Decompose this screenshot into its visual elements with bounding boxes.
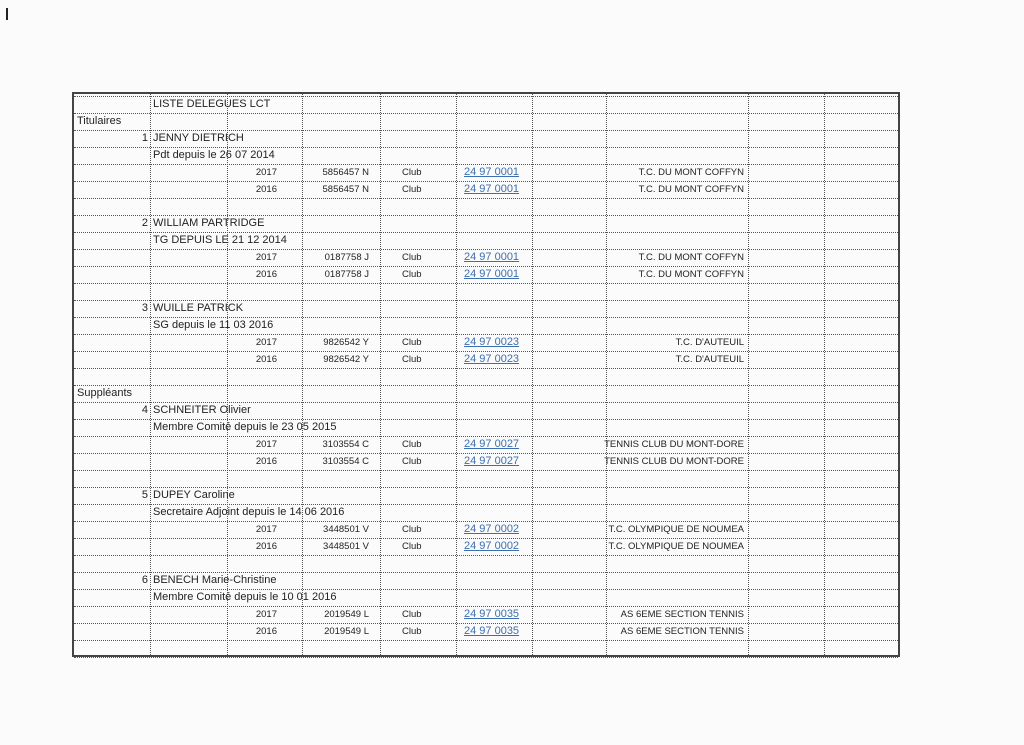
- entry-year: 2016: [255, 541, 277, 552]
- entry-type: Club: [402, 167, 422, 178]
- delegate-number: 2: [141, 217, 148, 229]
- entry-year: 2017: [255, 524, 277, 535]
- entry-club-name: TENNIS CLUB DU MONT-DORE: [604, 439, 744, 450]
- spreadsheet-page: [72, 92, 900, 657]
- grid-column-line: [824, 94, 825, 655]
- entry-license: 9826542 Y: [323, 337, 369, 348]
- delegate-name: WILLIAM PARTRIDGE: [153, 217, 265, 229]
- entry-club-name: TENNIS CLUB DU MONT-DORE: [604, 456, 744, 467]
- delegate-number: 3: [141, 302, 148, 314]
- entry-club-code-link[interactable]: 24 97 0001: [464, 166, 520, 178]
- entry-type: Club: [402, 524, 422, 535]
- entry-club-code-link[interactable]: 24 97 0027: [464, 455, 520, 467]
- entry-club-code-link[interactable]: 24 97 0027: [464, 438, 520, 450]
- entry-year: 2016: [255, 456, 277, 467]
- grid-column-line: [456, 94, 457, 655]
- delegate-name: SCHNEITER Olivier: [153, 404, 251, 416]
- entry-year: 2017: [255, 337, 277, 348]
- entry-license: 3448501 V: [323, 524, 369, 535]
- sheet-title: LISTE DELEGUES LCT: [153, 98, 271, 110]
- entry-club-name: T.C. DU MONT COFFYN: [638, 269, 744, 280]
- grid-column-line: [380, 94, 381, 655]
- entry-type: Club: [402, 541, 422, 552]
- delegate-number: 4: [141, 404, 148, 416]
- entry-year: 2017: [255, 167, 277, 178]
- entry-license: 3103554 C: [322, 456, 369, 467]
- entry-license: 9826542 Y: [323, 354, 369, 365]
- entry-club-name: AS 6EME SECTION TENNIS: [620, 626, 744, 637]
- grid-row-line: [74, 640, 898, 641]
- entry-club-code-link[interactable]: 24 97 0001: [464, 183, 520, 195]
- entry-year: 2017: [255, 252, 277, 263]
- entry-year: 2016: [255, 269, 277, 280]
- entry-type: Club: [402, 184, 422, 195]
- entry-year: 2017: [255, 609, 277, 620]
- section-label-titulaires: Titulaires: [77, 115, 122, 127]
- entry-type: Club: [402, 456, 422, 467]
- grid-row-line: [74, 385, 898, 386]
- grid-row-line: [74, 283, 898, 284]
- entry-club-code-link[interactable]: 24 97 0002: [464, 540, 520, 552]
- delegate-name: JENNY DIETRICH: [153, 132, 244, 144]
- entry-club-name: AS 6EME SECTION TENNIS: [620, 609, 744, 620]
- entry-type: Club: [402, 609, 422, 620]
- section-label-suppleants: Suppléants: [77, 387, 133, 399]
- entry-club-code-link[interactable]: 24 97 0001: [464, 268, 520, 280]
- entry-club-code-link[interactable]: 24 97 0001: [464, 251, 520, 263]
- delegate-number: 1: [141, 132, 148, 144]
- entry-type: Club: [402, 252, 422, 263]
- grid-row-line: [74, 113, 898, 114]
- entry-license: 0187758 J: [324, 252, 369, 263]
- entry-club-code-link[interactable]: 24 97 0002: [464, 523, 520, 535]
- grid-row-line: [74, 198, 898, 199]
- entry-license: 0187758 J: [324, 269, 369, 280]
- entry-club-name: T.C. DU MONT COFFYN: [638, 252, 744, 263]
- entry-year: 2016: [255, 184, 277, 195]
- entry-type: Club: [402, 354, 422, 365]
- entry-license: 5856457 N: [322, 184, 369, 195]
- entry-year: 2016: [255, 354, 277, 365]
- delegate-name: BENECH Marie-Christine: [153, 574, 277, 586]
- entry-club-name: T.C. DU MONT COFFYN: [638, 184, 744, 195]
- delegate-role: Membre Comité depuis le 23 05 2015: [153, 421, 337, 433]
- grid-row-line: [74, 657, 898, 658]
- entry-club-name: T.C. D'AUTEUIL: [675, 337, 744, 348]
- entry-club-name: T.C. OLYMPIQUE DE NOUMEA: [608, 541, 744, 552]
- entry-year: 2017: [255, 439, 277, 450]
- entry-license: 3103554 C: [322, 439, 369, 450]
- entry-type: Club: [402, 626, 422, 637]
- delegate-role: Membre Comité depuis le 10 01 2016: [153, 591, 337, 603]
- delegate-role: TG DEPUIS LE 21 12 2014: [153, 234, 287, 246]
- entry-club-name: T.C. DU MONT COFFYN: [638, 167, 744, 178]
- grid-row-line: [74, 555, 898, 556]
- delegate-name: DUPEY Caroline: [153, 489, 235, 501]
- delegate-role: Secretaire Adjoint depuis le 14 06 2016: [153, 506, 345, 518]
- delegate-role: Pdt depuis le 26 07 2014: [153, 149, 275, 161]
- entry-license: 2019549 L: [324, 609, 369, 620]
- grid-column-line: [150, 94, 151, 655]
- delegate-role: SG depuis le 11 03 2016: [153, 319, 274, 331]
- delegate-name: WUILLE PATRICK: [153, 302, 244, 314]
- entry-club-code-link[interactable]: 24 97 0023: [464, 353, 520, 365]
- entry-club-code-link[interactable]: 24 97 0023: [464, 336, 520, 348]
- entry-year: 2016: [255, 626, 277, 637]
- entry-type: Club: [402, 337, 422, 348]
- delegate-number: 5: [141, 489, 148, 501]
- grid-row-line: [74, 470, 898, 471]
- entry-club-code-link[interactable]: 24 97 0035: [464, 625, 520, 637]
- entry-type: Club: [402, 439, 422, 450]
- entry-club-name: T.C. OLYMPIQUE DE NOUMEA: [608, 524, 744, 535]
- scan-corner-mark: [6, 8, 8, 20]
- delegate-number: 6: [141, 574, 148, 586]
- entry-license: 2019549 L: [324, 626, 369, 637]
- entry-license: 3448501 V: [323, 541, 369, 552]
- grid-row-line: [74, 368, 898, 369]
- entry-license: 5856457 N: [322, 167, 369, 178]
- grid-column-line: [748, 94, 749, 655]
- entry-club-name: T.C. D'AUTEUIL: [675, 354, 744, 365]
- entry-type: Club: [402, 269, 422, 280]
- entry-club-code-link[interactable]: 24 97 0035: [464, 608, 520, 620]
